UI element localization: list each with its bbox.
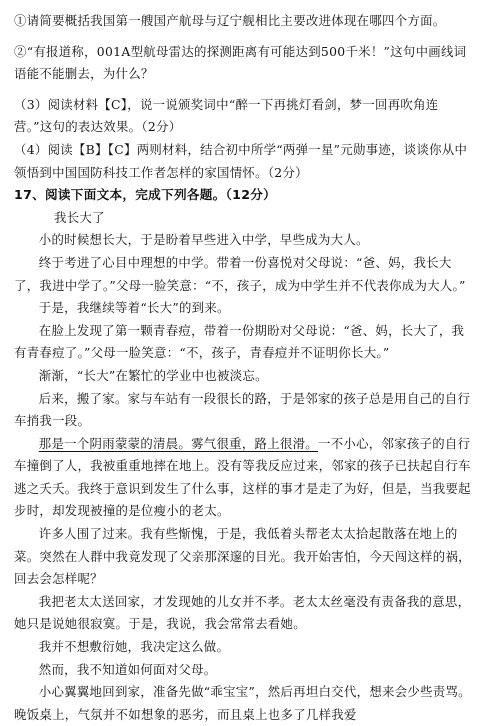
paragraph-3: 于是，我继续等着“长大”的到来。 (38, 300, 230, 316)
underlined-sentence: 那是一个阴雨蒙蒙的清晨。雾气很重，路上很滑。 (38, 435, 318, 451)
paragraph-2: 终于考进了心目中理想的中学。带着一份喜悦对父母说：“爸、妈，我长大了，我进中学了。”父母一脸笑意：“不，孩子，成为中学生并不代表你成为大人。” (14, 254, 466, 293)
paragraph-6: 后来，搬了家。家与车站有一段很长的路，于是邻家的孩子总是用自己的自行车捎我一段。 (14, 390, 471, 429)
paragraph-10: 我并不想敷衍她，我决定这么做。 (38, 639, 230, 655)
paragraph-5: 渐渐，“长大”在繁忙的学业中也被淡忘。 (38, 367, 268, 383)
question-1: ①请简要概括我国第一艘国产航母与辽宁舰相比主要改进体现在哪四个方面。 (14, 13, 446, 28)
article-title: 我长大了 (54, 209, 105, 225)
paragraph-7-rest: 一不小心，邻家孩子的自行车撞倒了人，我被重重地摔在地上。没有等我反应过来，邻家的孩子已扶起自行车逃之夭夭。我终于意识到发生了什么事，这样的事才是走了为好，但是，当我要起步时，却发现被撞的是位瘦小的老太。 (14, 435, 471, 519)
paragraph-1: 小的时候想长大，于是盼着早些进入中学，早些成为大人。 (38, 232, 369, 248)
paragraph-12: 小心翼翼地回到家，准备先做“乖宝宝”，然后再坦白交代，想来会少些责骂。晚饭桌上，气氛并不如想象的恶劣，而且桌上也多了几样我爱 (14, 684, 471, 722)
paragraph-4: 在脸上发现了第一颗青春痘，带着一份期盼对父母说：“爸、妈，长大了，我有青春痘了。”父母一脸笑意：“不，孩子，青春痘并不证明你长大。” (14, 322, 465, 361)
paragraph-11: 然而，我不知道如何面对父母。 (38, 661, 217, 677)
question-3: （3）阅读材料【C】，说一说颁奖词中“醉一下再挑灯看剑，梦一回再吹角连营。”这句的表达效果。（2分） (14, 96, 439, 135)
section-heading: 17、阅读下面文本，完成下列各题。（12分） (14, 187, 277, 203)
paragraph-7 (14, 433, 475, 523)
paragraph-9: 我把老太太送回家，才发现她的儿女并不孝。老太太丝毫没有责备我的意思，她只是说她很寂寞。于是，我说，我会常常去看她。 (14, 593, 471, 632)
question-4: （4）阅读【B】【C】两则材料，结合初中所学“两弹一星”元勋事迹，谈谈你从中领悟到中国国防科技工作者怎样的家国情怀。（2分） (14, 141, 468, 180)
paragraph-8: 许多人围了过来。我有些惭愧，于是，我低着头帮老太太拾起散落在地上的菜。突然在人群中我竟发现了父亲那深邃的目光。我开始害怕，今天闯这样的祸，回去会怎样呢？ (14, 526, 471, 587)
question-2: ②“有报道称，001A型航母雷达的探测距离有可能达到500千米！”这句中画线词语能不能删去，为什么？ (14, 43, 467, 82)
